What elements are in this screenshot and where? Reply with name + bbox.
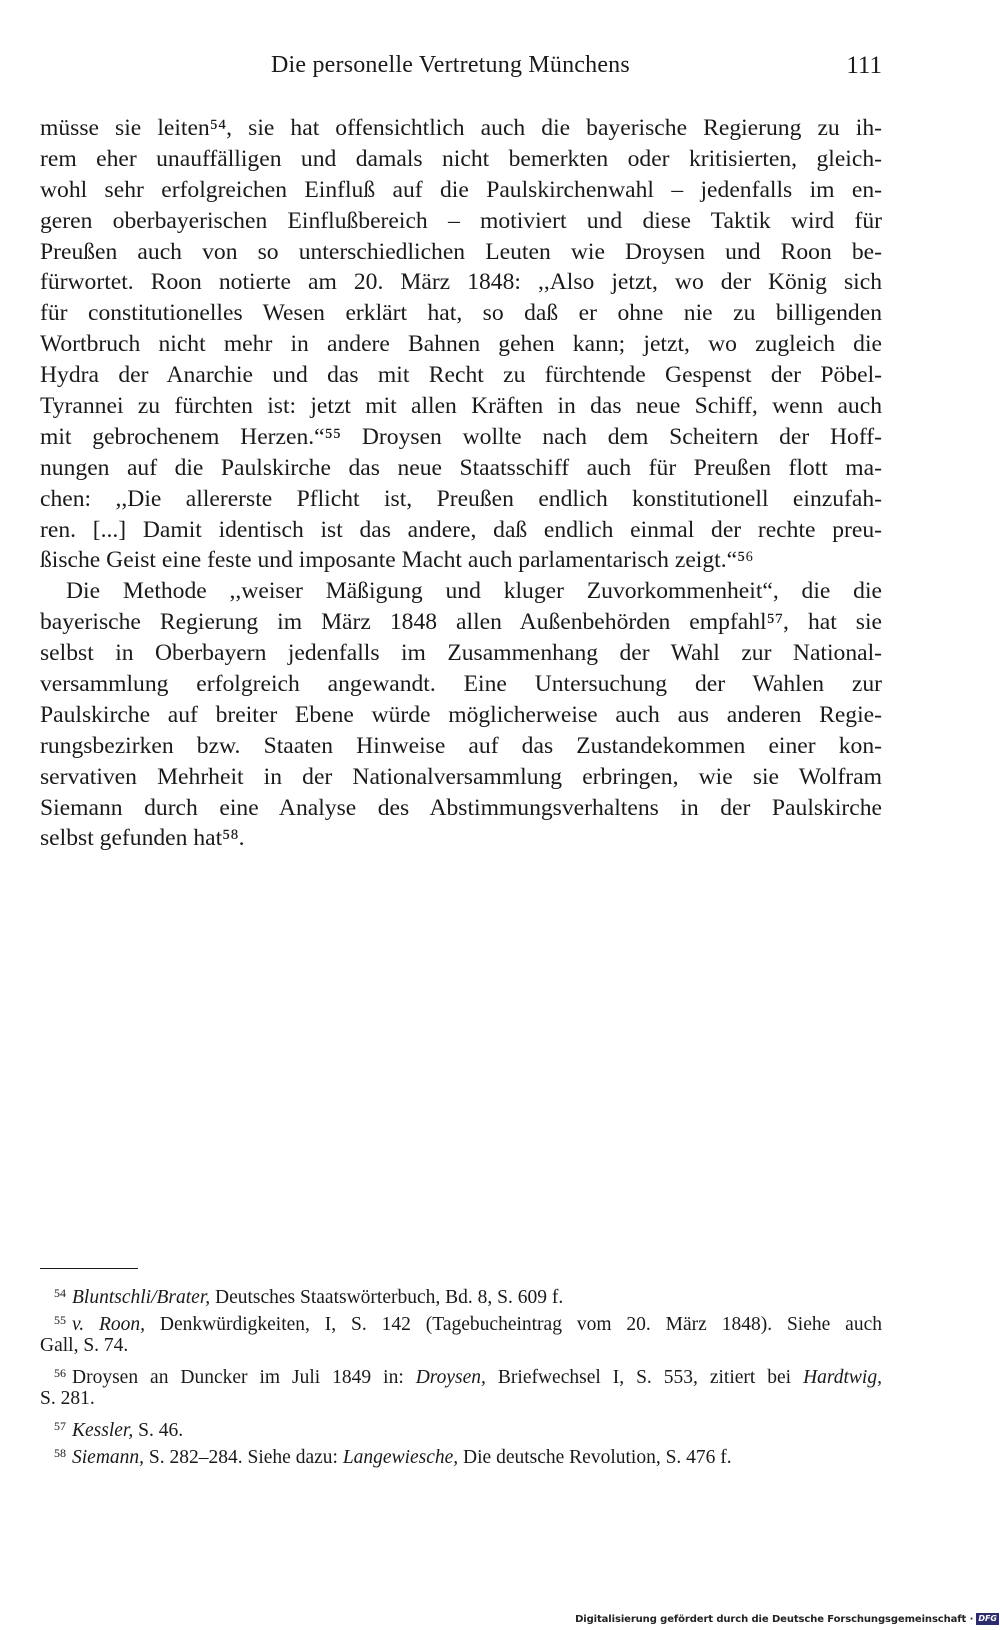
footnote-text: Briefwechsel I, S. 553, zitiert bei xyxy=(485,1366,804,1388)
text-line: Paulskirche auf breiter Ebene würde möglicherweise auch aus anderen Regie- xyxy=(40,701,882,728)
text-line: versammlung erfolgreich angewandt. Eine Untersuchung der Wahlen zur xyxy=(40,671,882,698)
footnote-text: Denkwürdigkeiten, I, S. 142 (Tagebucheintrag vom 20. März 1848). Siehe auch xyxy=(145,1313,882,1335)
footnote-number: 56 xyxy=(54,1365,66,1380)
text-line: rungsbezirken bzw. Staaten Hinweise auf das Zustandekommen einer kon- xyxy=(40,732,882,759)
text-line: müsse sie leiten⁵⁴, sie hat offensichtlich auch die bayerische Regierung zu ih- xyxy=(40,115,882,141)
footnote-author: Siemann, xyxy=(72,1446,145,1468)
text-line-indented: Die Methode ,,weiser Mäßigung und kluger Zuvorkommenheit“, die die xyxy=(66,578,882,605)
text-line: Siemann durch eine Analyse des Abstimmungsverhaltens in der Paulskirche xyxy=(40,794,882,821)
running-title: Die personelle Vertretung Münchens xyxy=(271,52,630,78)
footnote-56 xyxy=(40,1360,882,1387)
text-line: ßische Geist eine feste und imposante Macht auch parlamentarisch zeigt.“⁵⁶ xyxy=(40,547,754,574)
text-line: fürwortet. Roon notierte am 20. März 1848: ,,Also jetzt, wo der König sich xyxy=(40,269,882,296)
page-number: 111 xyxy=(846,52,882,79)
footnote-author: Hardtwig, xyxy=(803,1366,882,1388)
footnote-number: 57 xyxy=(54,1418,66,1433)
text-line: Hydra der Anarchie und das mit Recht zu fürchtende Gespenst der Pöbel- xyxy=(40,362,882,389)
footnote-text: Droysen an Duncker im Juli 1849 in: xyxy=(72,1366,416,1388)
footnote-author: Bluntschli/Brater, xyxy=(72,1287,211,1308)
body-text xyxy=(40,113,882,854)
text-line: Wortbruch nicht mehr in andere Bahnen gehen kann; jetzt, wo zugleich die xyxy=(40,331,882,358)
footnote-text: S. 46. xyxy=(133,1419,184,1441)
text-line: ren. [...] Damit identisch ist das andere, daß endlich einmal der rechte preu- xyxy=(40,516,882,543)
footnote-text: S. 282–284. Siehe dazu: xyxy=(144,1446,343,1468)
footnote-55-continued: Gall, S. 74. xyxy=(40,1335,129,1357)
text-line: servativen Mehrheit in der Nationalversammlung erbringen, wie sie Wolfram xyxy=(40,763,882,790)
footnote-text: Die deutsche Revolution, S. 476 f. xyxy=(458,1446,732,1468)
footnote-57 xyxy=(40,1413,882,1440)
running-head xyxy=(40,48,882,88)
text-line: selbst in Oberbayern jedenfalls im Zusammenhang der Wahl zur National- xyxy=(40,640,882,667)
scan-credit xyxy=(575,1612,999,1626)
footnote-author: Droysen, xyxy=(415,1366,486,1388)
footnote-text: Deutsches Staatswörterbuch, Bd. 8, S. 609 f. xyxy=(210,1287,564,1308)
footnote-58 xyxy=(40,1440,882,1467)
text-line: Tyrannei zu fürchten ist: jetzt mit allen Kräften in das neue Schiff, wenn auch xyxy=(40,393,882,420)
text-line: selbst gefunden hat⁵⁸. xyxy=(40,825,245,852)
text-line: wohl sehr erfolgreichen Einfluß auf die Paulskirchenwahl – jedenfalls im en- xyxy=(40,176,882,203)
text-line: mit gebrochenem Herzen.“⁵⁵ Droysen wollte nach dem Scheitern der Hoff- xyxy=(40,423,882,450)
footnote-author: v. Roon, xyxy=(72,1313,146,1335)
footnotes xyxy=(40,1280,882,1466)
dfg-logo: DFG xyxy=(978,1614,997,1623)
text-line: nungen auf die Paulskirche das neue Staatsschiff auch für Preußen flott ma- xyxy=(40,454,882,481)
scan-credit-text: Digitalisierung gefördert durch die Deutsche Forschungsgemeinschaft · xyxy=(575,1613,974,1625)
text-line: Preußen auch von so unterschiedlichen Leuten wie Droysen und Roon be- xyxy=(40,238,882,265)
footnote-54 xyxy=(40,1280,882,1307)
footnote-author: Langewiesche, xyxy=(342,1446,459,1468)
text-line: geren oberbayerischen Einflußbereich – motiviert und diese Taktik wird für xyxy=(40,207,882,234)
text-line: bayerische Regierung im März 1848 allen Außenbehörden empfahl⁵⁷, hat sie xyxy=(40,609,882,636)
footnote-author: Kessler, xyxy=(72,1419,134,1441)
footnote-number: 55 xyxy=(54,1312,66,1327)
footnote-separator xyxy=(40,1268,138,1269)
text-line: chen: ,,Die allererste Pflicht ist, Preußen endlich konstitutionell einzufah- xyxy=(40,485,882,512)
footnote-number: 58 xyxy=(54,1445,66,1460)
text-line: rem eher unauffälligen und damals nicht bemerkten oder kritisierten, gleich- xyxy=(40,145,882,172)
footnote-56-continued: S. 281. xyxy=(40,1388,95,1410)
text-line: für constitutionelles Wesen erklärt hat, so daß er ohne nie zu billigenden xyxy=(40,300,882,327)
footnote-number: 54 xyxy=(54,1286,66,1300)
footnote-55 xyxy=(40,1307,882,1334)
